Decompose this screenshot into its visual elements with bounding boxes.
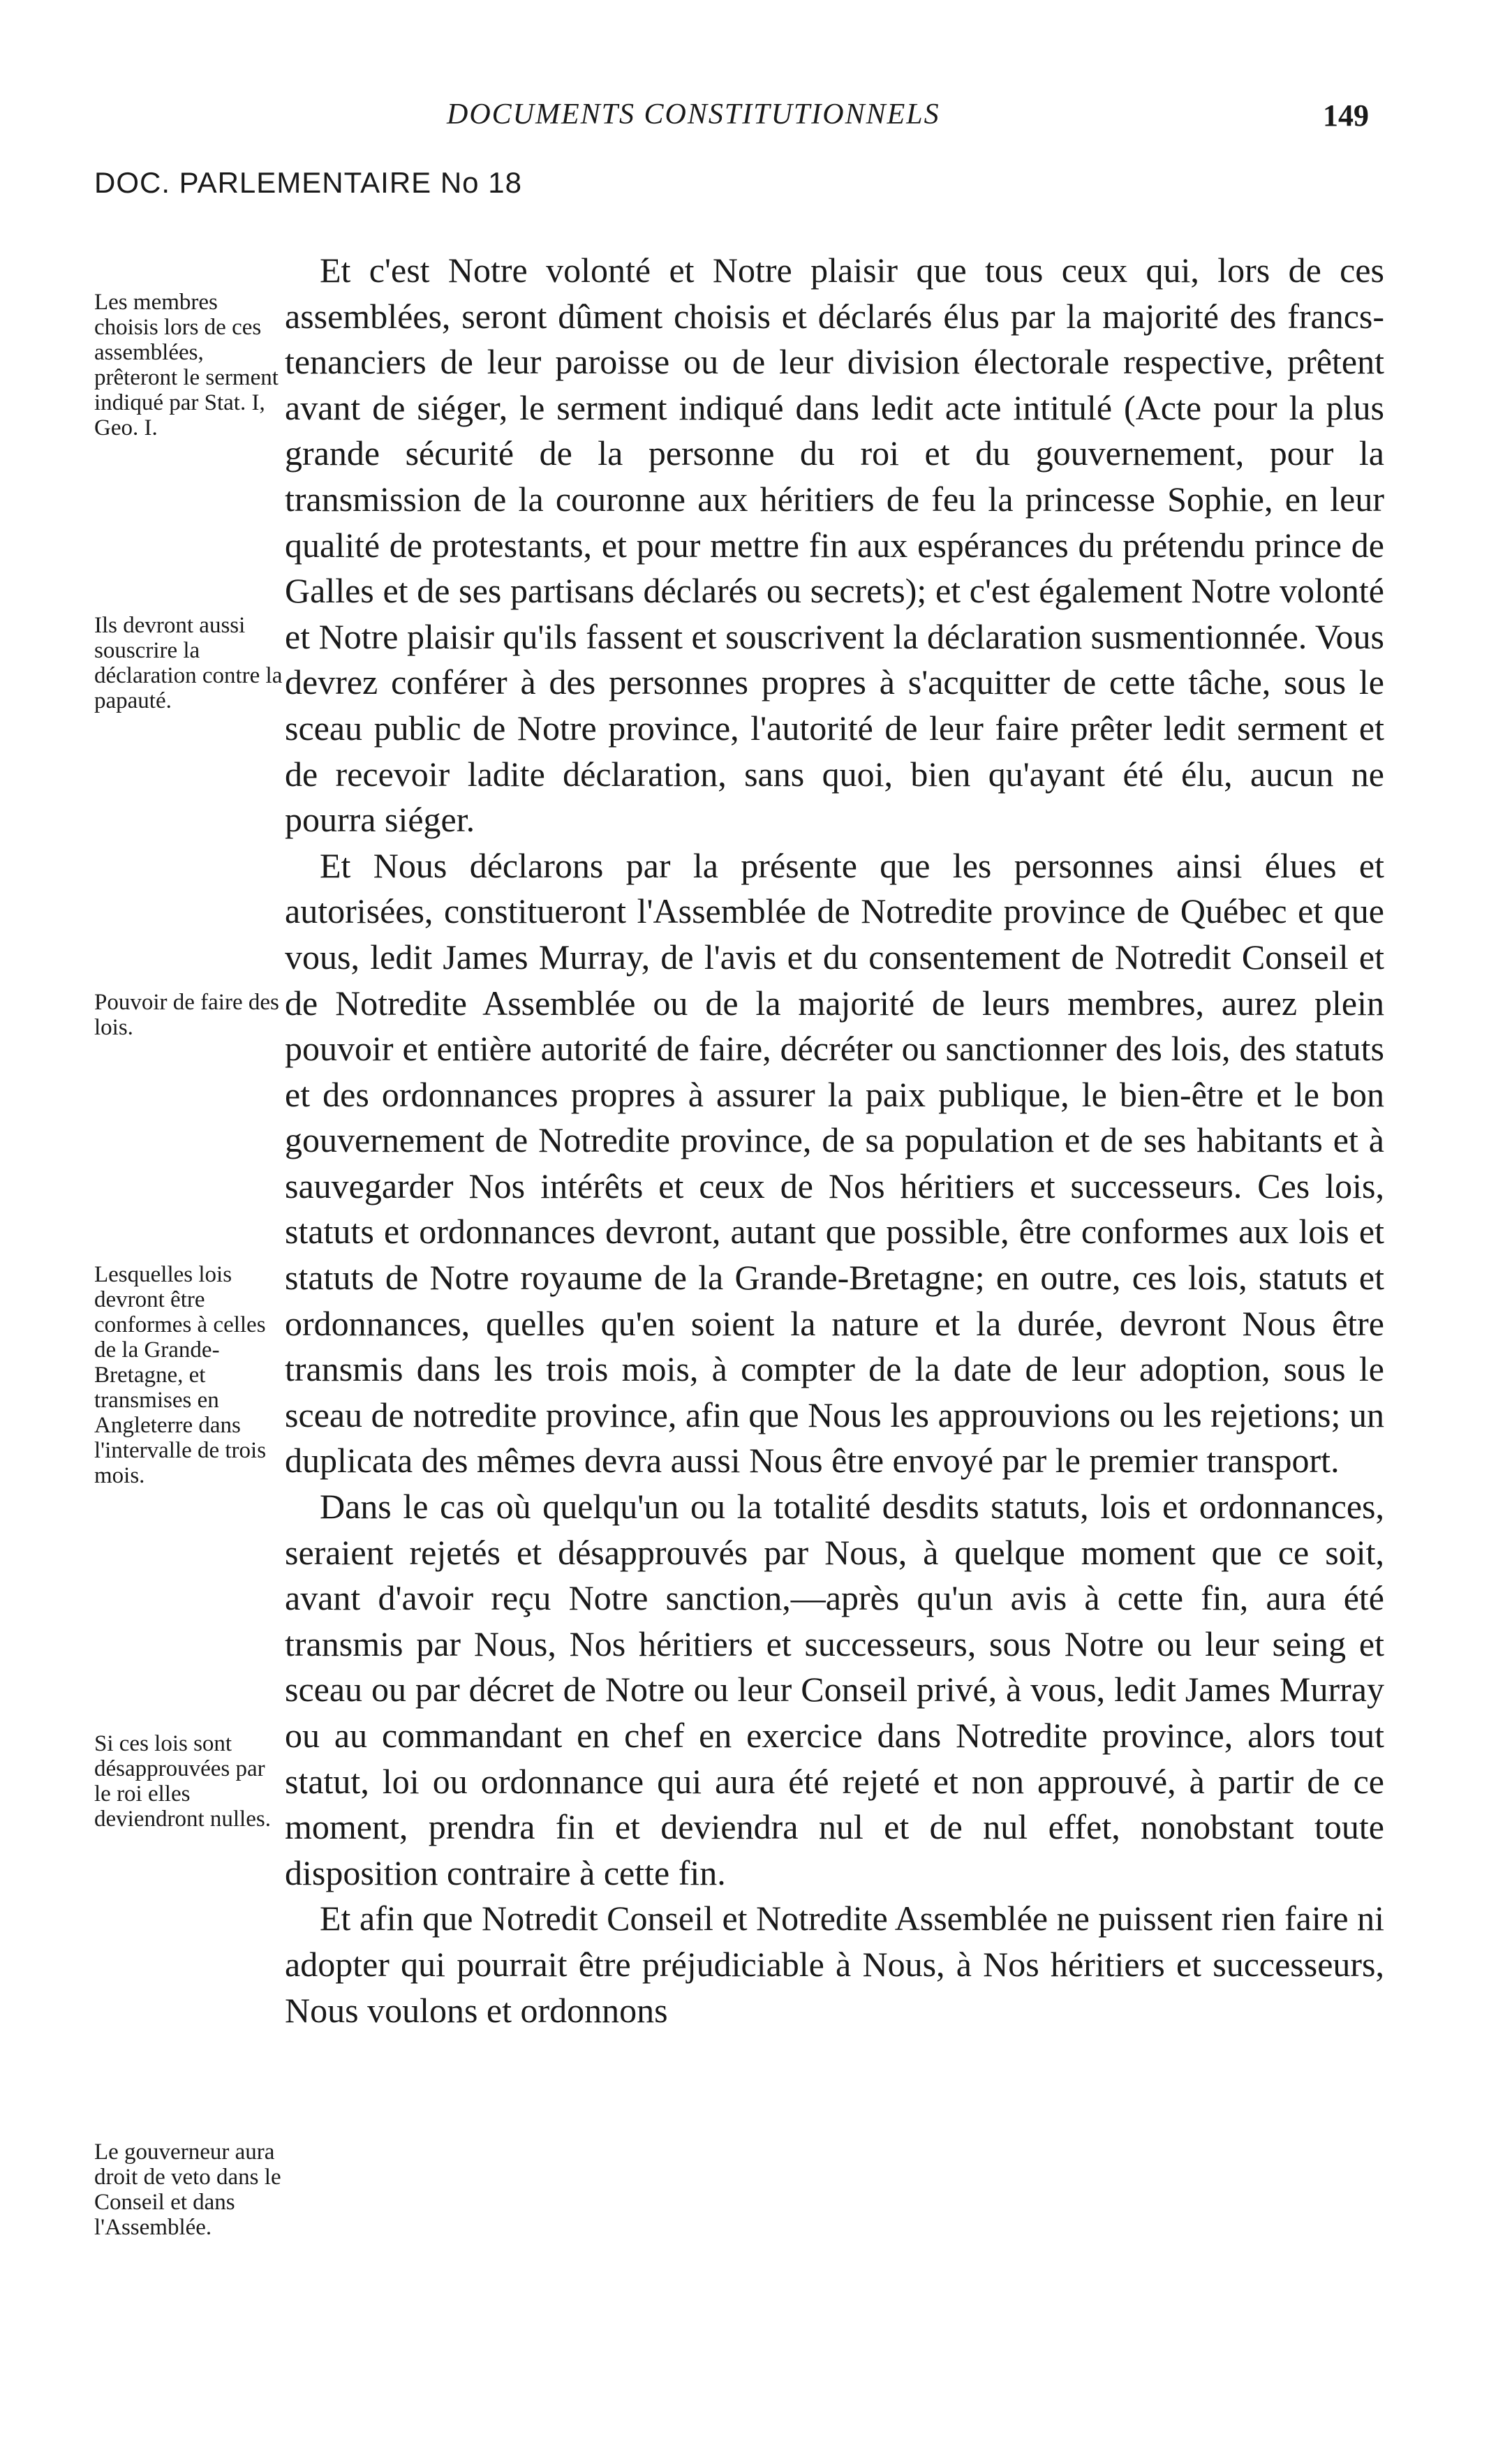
paragraph: Dans le cas où quelqu'un ou la totalité desdits statuts, lois et ordonnances, seraient rejetés et désapprouvés par Nous, à quelque moment que ce soit, avant d'avoir reçu Notre sanction,—après qu'un avis à cette fin, aura été transmis par Nous, Nos héritiers et successeurs, sous Notre ou leur seing et sceau ou par décret de Notre ou leur Conseil privé, à vous, ledit James Murray ou au commandant en chef en exercice dans Notredite province, alors tout statut, loi ou ordonnance qui aura été rejeté et non approuvé, à partir de ce moment, prendra fin et deviendra nul et de nul effet, nonobstant toute disposition contraire à cette fin. (285, 1487, 1384, 1892)
margin-note: Le gouverneur aura droit de veto dans le Conseil et dans l'Assemblée. (94, 2139, 281, 2240)
margin-note: Si ces lois sont désapprouvées par le roi elles deviendront nulles. (94, 1731, 271, 1832)
paragraph: Et Nous déclarons par la présente que les personnes ainsi élues et autorisées, constitueront l'Assemblée de Notredite province de Québec et que vous, ledit James Murray, de l'avis et du consentement de Notredit Conseil et de Notredite Assemblée ou de la majorité de leurs membres, aurez plein pouvoir et entière autorité de faire, décréter ou sanctionner des lois, des statuts et des ordonnances propres à assurer la paix publique, le bien-être et le bon gouvernement de Notredite province, de sa population et de ses habitants et à sauvegarder Nos intérêts et ceux de Nos héritiers et successeurs. Ces lois, statuts et ordonnances devront, autant que possible, être conformes aux lois et statuts de Notre royaume de la Grande-Bretagne; en outre, ces lois, statuts et ordonnances, quelles qu'en soient la nature et la durée, devront Nous être transmis dans les trois mois, à compter de la date de leur adoption, sous le sceau de notredite province, afin que Nous les approuvions ou les rejetions; un duplicata des mêmes devra aussi Nous être envoyé par le premier transport. (285, 845, 1384, 1481)
margin-note: Pouvoir de faire des lois. (94, 990, 279, 1040)
doc-label: DOC. PARLEMENTAIRE No 18 (94, 166, 522, 199)
running-head: DOCUMENTS CONSTITUTIONNELS (447, 98, 940, 131)
margin-note: Ils devront aussi souscrire la déclaration contre la papauté. (94, 613, 283, 713)
margin-note: Les membres choisis lors de ces assemblées, prêteront le serment indiqué par Stat. I, Geo. I. (94, 290, 279, 440)
paragraph: Et afin que Notredit Conseil et Notredite Assemblée ne puissent rien faire ni adopter qui pourrait être préjudiciable à Nous, à Nos héritiers et successeurs, Nous voulons et ordonnons (285, 1899, 1384, 2030)
paragraph: Et c'est Notre volonté et Notre plaisir que tous ceux qui, lors de ces assemblées, seront dûment choisis et déclarés élus par la majorité des francs-tenanciers de leur paroisse ou de leur division électorale respective, prêtent avant de siéger, le serment indiqué dans ledit acte intitulé (Acte pour la plus grande sécurité de la personne du roi et du gouvernement, pour la transmission de la couronne aux héritiers de feu la princesse Sophie, en leur qualité de protestants, et pour mettre fin aux espérances du prétendu prince de Galles et de ses partisans déclarés ou secrets); et c'est également Notre volonté et Notre plaisir qu'ils fassent et souscrivent la déclaration susmentionnée. Vous devrez conférer à des personnes propres à s'acquitter de cette tâche, sous le sceau public de Notre province, l'autorité de leur faire prêter ledit serment et de recevoir ladite déclaration, sans quoi, bien qu'ayant été élu, aucun ne pourra siéger. (285, 251, 1384, 840)
main-text (285, 248, 1384, 2033)
margin-note: Lesquelles lois devront être conformes à celles de la Grande-Bretagne, et transmises en Angleterre dans l'intervalle de trois mois. (94, 1262, 267, 1488)
page-number: 149 (1323, 98, 1369, 133)
